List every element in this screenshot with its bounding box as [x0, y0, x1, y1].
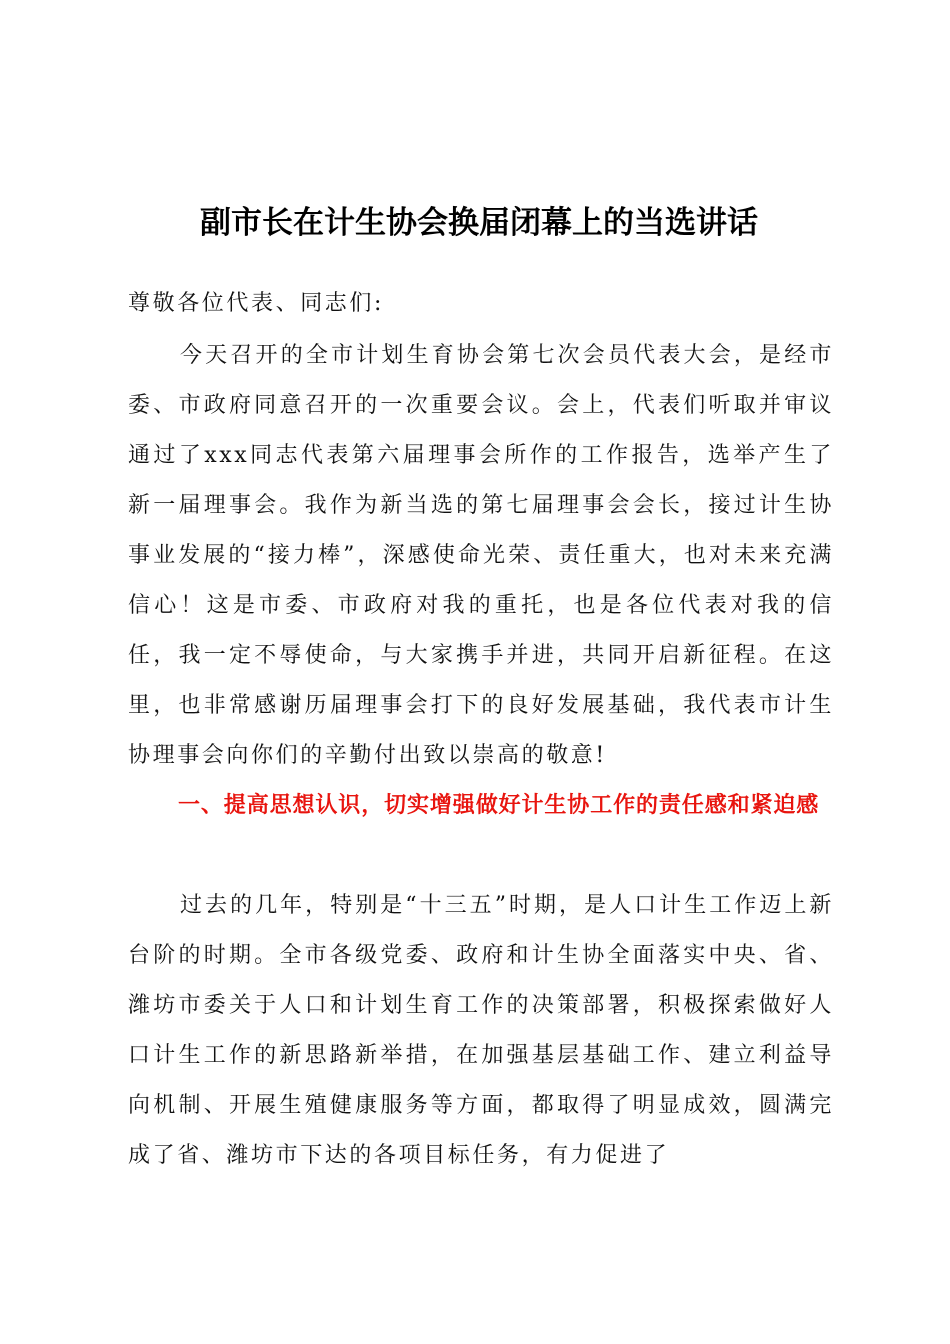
section-heading-1: 一、提高思想认识，切实增强做好计生协工作的责任感和紧迫感	[178, 793, 820, 818]
document-title: 副市长在计生协会换届闭幕上的当选讲话	[200, 205, 758, 241]
salutation: 尊敬各位代表、同志们:	[128, 291, 385, 316]
paragraph-section-1: 过去的几年，特别是“十三五”时期，是人口计生工作迈上新台阶的时期。全市各级党委、政府和计生协全面落实中央、省、潍坊市委关于人口和计划生育工作的决策部署，积极探索做好人口计生工作的新思路新举措，在加强基层基础工作、建立利益导向机制、开展生殖健康服务等方面，都取得了明显成效，圆满完成了省、潍坊市下达的各项目标任务，有力促进了	[128, 893, 834, 1168]
paragraph-intro: 今天召开的全市计划生育协会第七次会员代表大会，是经市委、市政府同意召开的一次重要会议。会上，代表们听取并审议通过了xxx同志代表第六届理事会所作的工作报告，选举产生了新一届理事会。我作为新当选的第七届理事会会长，接过计生协事业发展的“接力棒”，深感使命光荣、责任重大，也对未来充满信心！这是市委、市政府对我的重托，也是各位代表对我的信任，我一定不辱使命，与大家携手并进，共同开启新征程。在这里，也非常感谢历届理事会打下的良好发展基础，我代表市计生协理事会向你们的辛勤付出致以崇高的敬意!	[128, 343, 834, 768]
